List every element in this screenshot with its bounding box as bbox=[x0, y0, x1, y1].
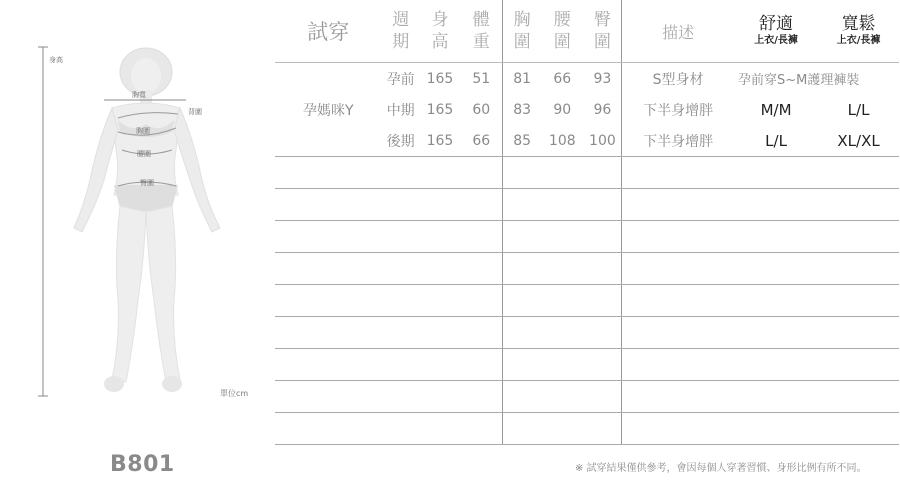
waist-cell: 90 bbox=[553, 101, 572, 118]
size-table bbox=[275, 0, 899, 445]
table-header-row bbox=[275, 0, 899, 63]
back-label: 背圍 bbox=[188, 108, 202, 116]
period-cell: 孕前 bbox=[386, 71, 415, 88]
chest-cell: 81 bbox=[503, 63, 541, 95]
header-hip: 臀 圍 bbox=[584, 0, 622, 63]
empty-row bbox=[275, 413, 899, 445]
header-period: 週 期 bbox=[382, 0, 420, 63]
waist-label: 腰圍 bbox=[137, 150, 151, 158]
comfort-size-cell: L/L bbox=[734, 125, 818, 157]
empty-row bbox=[275, 381, 899, 413]
comfort-note-cell: 孕前穿S~M護理褲裝 bbox=[737, 73, 860, 88]
loose-size-cell: XL/XL bbox=[818, 125, 899, 157]
weight-cell: 60 bbox=[472, 101, 491, 118]
height-label: 身高 bbox=[49, 56, 63, 64]
body-silhouette-icon bbox=[0, 0, 265, 420]
header-loose: 寬鬆 上衣/長褲 bbox=[818, 0, 899, 63]
height-cell: 165 bbox=[420, 125, 460, 157]
empty-row bbox=[275, 221, 899, 253]
header-weight: 體 重 bbox=[460, 0, 503, 63]
period-cell: 後期 bbox=[382, 125, 420, 157]
comfort-size-cell: M/M bbox=[760, 100, 792, 119]
empty-row bbox=[275, 189, 899, 221]
unit-label: 單位cm bbox=[220, 389, 249, 398]
header-try-on: 試穿 bbox=[275, 0, 382, 63]
table-row bbox=[275, 63, 899, 95]
chest-label: 胸圍 bbox=[136, 127, 150, 135]
hip-cell: 100 bbox=[584, 125, 622, 157]
height-cell: 165 bbox=[426, 70, 454, 87]
description-cell: 下半身增胖 bbox=[622, 125, 734, 157]
loose-size-cell: L/L bbox=[847, 100, 870, 119]
header-comfort: 舒適 上衣/長褲 bbox=[734, 0, 818, 63]
empty-row bbox=[275, 317, 899, 349]
body-measurement-figure bbox=[0, 0, 265, 420]
empty-row bbox=[275, 285, 899, 317]
header-description: 描述 bbox=[622, 0, 734, 63]
empty-row bbox=[275, 157, 899, 189]
period-cell: 中期 bbox=[386, 102, 415, 119]
chest-cell: 83 bbox=[503, 94, 541, 125]
waist-cell: 108 bbox=[541, 125, 584, 157]
hip-label: 臀圍 bbox=[140, 179, 154, 187]
upper-chest-label: 胸寬 bbox=[132, 91, 146, 99]
height-cell: 165 bbox=[426, 101, 454, 118]
product-code: B801 bbox=[110, 452, 175, 477]
header-waist: 腰 圍 bbox=[541, 0, 584, 63]
header-height: 身 高 bbox=[420, 0, 460, 63]
description-cell: S型身材 bbox=[622, 63, 734, 95]
description-cell: 下半身增胖 bbox=[622, 94, 734, 125]
empty-row bbox=[275, 349, 899, 381]
empty-row bbox=[275, 253, 899, 285]
weight-cell: 51 bbox=[472, 70, 491, 87]
hip-cell: 96 bbox=[593, 101, 612, 118]
header-chest: 胸 圍 bbox=[503, 0, 541, 63]
hip-cell: 93 bbox=[593, 70, 612, 87]
footnote: ※ 試穿結果僅供參考，會因每個人穿著習慣、身形比例有所不同。 bbox=[575, 463, 867, 474]
chest-cell: 85 bbox=[503, 125, 541, 157]
weight-cell: 66 bbox=[460, 125, 503, 157]
waist-cell: 66 bbox=[553, 70, 572, 87]
model-name: 孕媽咪Y bbox=[275, 63, 382, 157]
